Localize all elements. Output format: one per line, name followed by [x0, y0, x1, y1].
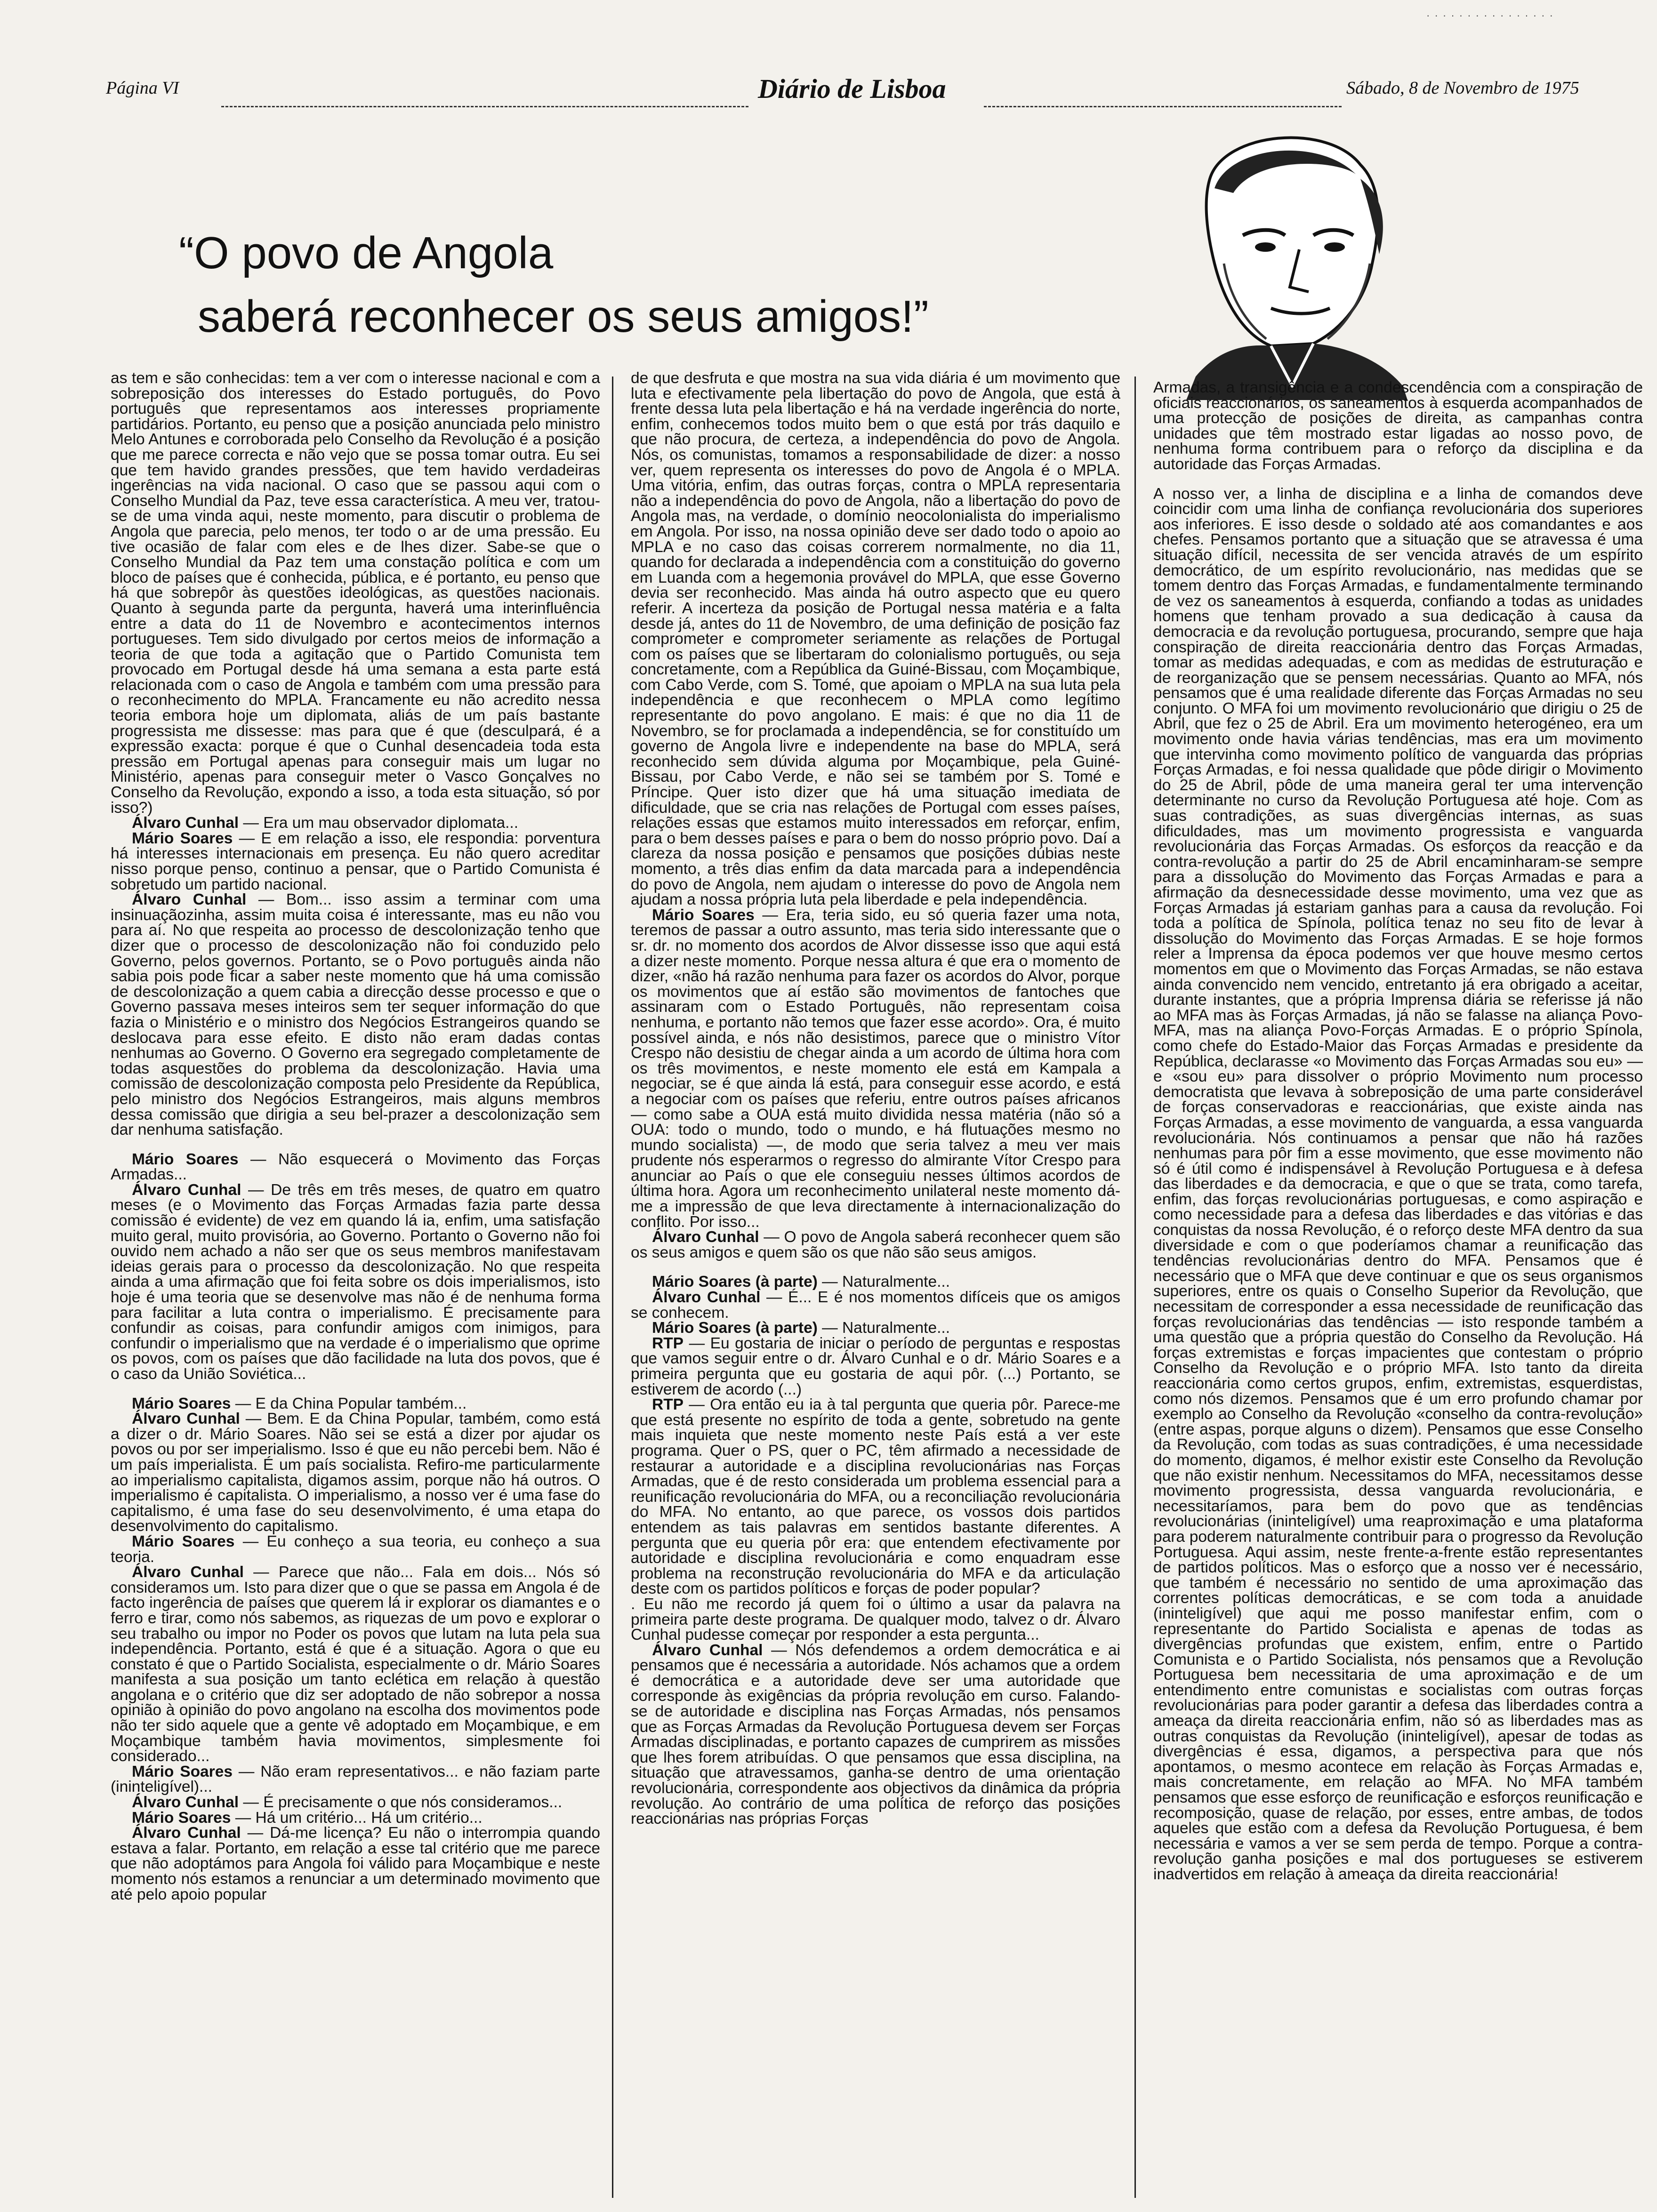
dialogue-paragraph — [631, 1643, 1120, 1827]
paragraph-text: — Eu gostaria de iniciar o período de perguntas e respostas que vamos seguir entre o dr. Álvaro Cunhal e o dr. Mário Soares e a primeira pergunta que eu gostaria de aqui pôr. (...) Portanto, se estiverem de acordo (...) — [631, 1334, 1120, 1398]
headline — [174, 221, 1116, 348]
dialogue-paragraph — [631, 1230, 1120, 1260]
dialogue-paragraph — [631, 1397, 1120, 1597]
dialogue-paragraph — [111, 1795, 600, 1811]
paragraph-text: — Eu conheço a sua teoria, eu conheço a sua teoria. — [111, 1532, 600, 1566]
paragraph-text: — É... E é nos momentos difíceis que os amigos se conhecem. — [631, 1289, 1120, 1322]
speaker-name: Álvaro Cunhal — [652, 1289, 761, 1306]
speaker-name: Álvaro Cunhal — [132, 814, 239, 832]
paragraph-text: — O povo de Angola saberá reconhecer quem são os seus amigos e quem são os que não são seus amigos. — [631, 1228, 1120, 1261]
paragraph-text: — Há um critério... Há um critério... — [231, 1809, 483, 1827]
body-paragraph — [631, 1597, 1120, 1643]
paragraph-text: — E em relação a isso, ele respondia: porventura há interesses internacionais em presença. Eu não quero acreditar nisso porque penso, continuo a pensar, que o Partido Comunista é sobretudo um partido nacional. — [111, 829, 600, 893]
dialogue-paragraph — [631, 1274, 1120, 1290]
speaker-name: Álvaro Cunhal — [652, 1228, 759, 1246]
paragraph-text: — Parece que não... Fala em dois... Nós só consideramos um. Isto para dizer que o que se passa em Angola é de facto ingerência de países que querem lá ir explorar os diamantes e o ferro e tirar, como nós sabemos, as riquezas de um povo e explorar o seu trabalho ou impor no Poder os povos que lutam na luta pela sua independência. Portanto, está é que é a situação. Agora o que eu constato é que o Partido Socialista, especialmente o dr. Mário Soares manifesta a sua posição um tanto eclética em relação à questão angolana e o critério que diz ser adoptado de não sobrepor a nossa opinião à opinião do povo angolano na escolha dos movimentos pode não ter sido aquele que a gente vê adoptado em Moçambique, e em Moçambique também havia movimentos, simplesmente foi considerado... — [111, 1563, 600, 1765]
paragraph-gap — [111, 1382, 600, 1396]
dialogue-paragraph — [111, 1565, 600, 1764]
paragraph-text: — Naturalmente... — [817, 1273, 950, 1291]
masthead-rule-right — [984, 106, 1342, 107]
issue-date: Sábado, 8 de Novembro de 1975 — [1346, 78, 1579, 98]
body-paragraph — [111, 371, 600, 816]
speaker-name: Álvaro Cunhal — [132, 1410, 240, 1428]
dialogue-paragraph — [111, 1764, 600, 1795]
speaker-name: Mário Soares — [132, 1150, 239, 1168]
paragraph-text: — É precisamente o que nós consideramos... — [239, 1794, 563, 1811]
speaker-name: Mário Soares — [132, 1395, 231, 1412]
paragraph-text: — Dá-me licença? Eu não o interrompia quando estava a falar. Portanto, em relação a esse tal critério que me parece que não adoptámos para Angola foi válido para Moçambique e neste momento nós estamos a renunciar a um determinado movimento que até pelo apoio popular — [111, 1824, 600, 1903]
speaker-name: Álvaro Cunhal — [132, 1824, 241, 1842]
paragraph-text: — Nós defendemos a ordem democrática e ai pensamos que é necessária a autoridade. Nós achamos que a ordem é democrática e a autoridade deve ser uma autoridade que corresponde às exigências da própria revolução em curso. Falando-se de autoridade e disciplina nas Forças Armadas, nós pensamos que as Forças Armadas da Revolução Portuguesa devem ser Forças Armadas disciplinadas, e portanto capazes de cumprirem as missões que lhes forem atribuídas. O que pensamos que essa disciplina, na situação que atravessamos, ganha-se dentro de uma orientação revolucionária, correspondente aos objectivos da dinâmica da própria revolução. Ao contrário de uma política de reforço das posições reaccionárias nas próprias Forças — [631, 1641, 1120, 1828]
paragraph-gap — [111, 1138, 600, 1152]
dialogue-paragraph — [111, 1411, 600, 1534]
paragraph-text: . Eu não me recordo já quem foi o último a usar da palavra na primeira parte deste programa. De qualquer modo, talvez o dr. Álvaro Cunhal pudesse começar por responder a esta pergunta... — [631, 1595, 1120, 1644]
paragraph-text: — Não esquecerá o Movimento das Forças Armadas... — [111, 1150, 600, 1184]
dialogue-paragraph — [111, 1396, 600, 1412]
paragraph-text: — Bom... isso assim a terminar com uma insinuaçãozinha, assim muita coisa é interessante, mas eu não vou para aí. No que respeita ao processo de descolonização tenho que dizer que o processo de descolonização não foi conduzido pelo Governo, pelos governos. Portanto, se o Povo português ainda não sabia pois pode ficar a saber neste momento que há uma comissão de descolonização a quem cabia a direcção desse processo e que o Governo passava meses inteiros sem ter sequer informação do que fazia o Ministério e o ministro dos Negócios Estrangeiros quando se deslocava para esse efeito. E disto não eram dadas contas nenhumas ao Governo. O Governo era segregado completamente de todas asquestões do problema da descolonização. Havia uma comissão de descolonização composta pelo Presidente da República, pelo ministro dos Negócios Estrangeiros, mais alguns membros dessa comissão que dirigia a seu bel-prazer a descolonização sem dar nenhuma satisfação. — [111, 891, 600, 1139]
body-paragraph — [631, 371, 1120, 908]
body-paragraph — [1153, 380, 1643, 473]
speaker-name: Mário Soares — [132, 1763, 233, 1780]
corner-note: · · · · · · · · · · · · · · · · — [1426, 9, 1554, 21]
speaker-name: Álvaro Cunhal — [132, 1181, 241, 1199]
dialogue-paragraph — [111, 831, 600, 892]
portrait-photo — [1116, 122, 1473, 400]
speaker-name: Álvaro Cunhal — [652, 1641, 763, 1659]
dialogue-paragraph — [631, 1290, 1120, 1321]
article-column-2 — [631, 371, 1120, 2192]
newspaper-name: Diário de Lisboa — [758, 73, 946, 104]
paragraph-gap — [1153, 473, 1643, 487]
paragraph-text: as tem e são conhecidas: tem a ver com o interesse nacional e com a sobreposição dos interesses do Estado português, do Povo português que representamos aos interesses propriamente partidários. Portanto, eu penso que a posição anunciada pelo ministro Melo Antunes e corroborada pelo Conselho da Revolução é a posição que me parece correcta e não vejo que se possa tomar outra. Eu sei que tem havido grandes pressões, que tem havido verdadeiras ingerências na vida nacional. O caso que se passou aqui com o Conselho Mundial da Paz, teve essa característica. A meu ver, tratou-se de uma vinda aqui, neste momento, para discutir o problema de Angola que parecia, pelo menos, ter todo o ar de uma pressão. Eu tive ocasião de falar com eles e de lhes dizer. Sabe-se que o Conselho Mundial da Paz tem uma constação política e com um bloco de países que é conhecida, pública, e é portanto, eu penso que há que sobrepôr às questões ideológicas, as questões nacionais. Quanto à segunda parte da pergunta, haverá uma interinfluência entre a data do 11 de Novembro e acontecimentos internos portugueses. Tem sido divulgado por certos meios de informação a teoria de que toda a agitação que o Partido Comunista tem provocado em Portugal desde há uma semana a esta parte está relacionada com o caso de Angola e também com uma pressão para o reconhecimento do MPLA. Francamente eu não acredito nessa teoria embora hoje um diplomata, aliás de um país bastante progressista me dissesse: mas para que é que (desculpará, é a expressão exacta: porque é que o Cunhal desencadeia toda esta pressão em Portugal apenas para conseguir mais um lugar no Ministério, apenas para conseguir meter o Vasco Gonçalves no Conselho da Revolução, expondo a isso, a toda esta situação, só por isso?) — [111, 371, 600, 817]
speaker-name: Mário Soares (à parte) — [652, 1319, 818, 1337]
page-label: Página VI — [106, 78, 179, 98]
paragraph-text: — Era um mau observador diplomata... — [239, 814, 519, 832]
dialogue-paragraph — [111, 1183, 600, 1382]
dialogue-paragraph — [631, 1336, 1120, 1397]
paragraph-text: — Naturalmente... — [817, 1319, 950, 1337]
dialogue-paragraph — [111, 1152, 600, 1183]
paragraph-text: — Era, teria sido, eu só queria fazer uma nota, teremos de passar a outro assunto, mas teria sido interessante que o sr. dr. no momento dos acordos de Alvor dissesse isso que aqui está a dizer neste momento. Porque nessa altura é que era o momento de dizer, «não há razão nenhuma para fazer os acordos do Alvor, porque os movimentos que aí estão são movimentos de fantoches que assinaram com o Estado Português, não representam coisa nenhuma, e portanto não temos que fazer esse acordo». Ora, é muito possível ainda, e nós não desistimos, parece que o ministro Vítor Crespo não desistiu de chegar ainda a um acordo de última hora com os três movimentos, e neste momento ele está em Kampala a negociar, se é que ainda lá está, para conseguir esse acordo, e está a negociar com os países que referiu, entre outros países africanos — como sabe a OUA está muito dividida nessa matéria (não só a OUA: todo o mundo, todo o mundo, e há flutuações mesmo no mundo socialista) —, de modo que seria talvez a meu ver mais prudente nós esperarmos o regresso do almirante Vítor Crespo para anunciar ao País o que ele conseguiu nesses últimos acordos de última hora. Agora um reconhecimento unilateral neste momento dá-me a impressão de que leva directamente à internacionalização do conflito. Por isso... — [631, 906, 1120, 1231]
column-rule-1 — [612, 377, 613, 2198]
dialogue-paragraph — [631, 908, 1120, 1230]
paragraph-gap — [631, 1260, 1120, 1274]
speaker-name: Mário Soares — [132, 1532, 235, 1550]
speaker-name: RTP — [652, 1334, 684, 1352]
paragraph-text: Armadas, a transigência e a condescendência com a conspiração de oficiais reaccionários, os saneamentos à esquerda acompanhados de uma protecção de posições de direita, as campanhas contra unidades que têm mostrado estar ligadas ao nosso povo, de nenhuma forma contribuem para o reforço da disciplina e da autoridade das Forças Armadas. — [1153, 380, 1643, 473]
dialogue-paragraph — [111, 1534, 600, 1565]
speaker-name: RTP — [652, 1396, 684, 1414]
speaker-name: Mário Soares — [652, 906, 755, 924]
dialogue-paragraph — [111, 1826, 600, 1902]
speaker-name: Mário Soares — [132, 829, 233, 847]
article-column-3 — [1153, 380, 1643, 2192]
article-column-1 — [111, 371, 600, 2192]
paragraph-text: — Ora então eu ia à tal pergunta que queria pôr. Parece-me que está presente no espírito de toda a gente, sobretudo na gente mais inquieta que neste momento neste País está a ver este programa. Quer o PS, quer o PC, têm afirmado a necessidade de restaurar a autoridade e a disciplina revolucionárias nas Forças Armadas, que é de resto considerada um problema essencial para a reunificação revolucionária do MFA, ou a reconciliação revolucionária do MFA. No entanto, ao que parece, os vossos dois partidos entendem as tais palavras em sentidos bastante diferentes. A pergunta que eu queria pôr era: que entendem efectivamente por autoridade e disciplina revolucionária e como enquadram esse problema na reconstrução revolucionária do MFA e da articulação deste com os partidos políticos e forças de poder popular? — [631, 1396, 1120, 1598]
paragraph-text: — Não eram representativos... e não faziam parte (ininteligível)... — [111, 1763, 600, 1796]
paragraph-text: — Bem. E da China Popular, também, como está a dizer o dr. Mário Soares. Não sei se está a dizer por ajudar os povos ou por ser imperialismo. Isso é que eu não percebi bem. Não é um país imperialista. É um país socialista. Refiro-me particularmente ao imperialismo capitalista, digamos assim, porque não há outros. O imperialismo é capitalista. O imperialismo, a nosso ver é uma fase do capitalismo, é uma fase do seu desenvolvimento, é uma etapa do desenvolvimento do capitalismo. — [111, 1410, 600, 1535]
paragraph-text: A nosso ver, a linha de disciplina e a linha de comandos deve coincidir com uma linha de confiança revolucionária dos superiores aos inferiores. E isso desde o soldado até aos comandantes e aos chefes. Pensamos portanto que a situação que se atravessa é uma situação difícil, necessita de ser vencida através de um espírito democrático, de um espírito revolucionário, nas medidas que se tomem dentro das Forças Armadas, e fundamentalmente terminando de vez os saneamentos à esquerda, confiando a todas as unidades homens que tenham provado a sua dedicação à causa da democracia e da revolução portuguesa, procurando, sempre que haja conspiração de direita reaccionária dentro das Forças Armadas, tomar as medidas adequadas, e com as medidas de estruturação e de reorganização que se pensem necessárias. Quanto ao MFA, nós pensamos que é uma realidade diferente das Forças Armadas no seu conjunto. O MFA foi um movimento revolucionário que dirigiu o 25 de Abril, que fez o 25 de Abril. Era um movimento heterogéneo, era um movimento onde havia várias tendências, mas era um movimento que intervinha como movimento político de vanguarda das próprias Forças Armadas, e foi nessa qualidade que pôde dirigir o Movimento do 25 de Abril, pôde de uma maneira geral ter uma intervenção determinante no curso da Revolução Portuguesa até hoje. Com as suas contradições, as suas divergências internas, as suas dificuldades, mas um movimento progressista e vanguarda revolucionária das Forças Armadas. Os esforços da reacção e da contra-revolução a partir do 25 de Abril encaminharam-se sempre para a dissolução do Movimento das Forças Armadas e para a afirmação da desnecessidade desse movimento, uma vez que as Forças Armadas já estariam ganhas para a causa da revolução. Foi toda a política de Spínola, política tenaz no seu fito de levar à dissolução do Movimento das Forças Armadas. E se hoje formos reler a Imprensa da época podemos ver que houve mesmo certos momentos em que o Movimento das Forças Armadas, se não estava ainda convencido nem vencido, entretanto já era obrigado a aceitar, durante instantes, que a própria Imprensa diária se referisse já não ao MFA mas às Forças Armadas, já não se falasse na aliança Povo-MFA, mas na aliança Povo-Forças Armadas. E o próprio Spínola, como chefe do Estado-Maior das Forças Armadas e presidente da República, declarasse «o Movimento das Forças Armadas sou eu» — e «sou eu» para dissolver o próprio Movimento num processo democratista que levava à sobreposição de uma parte considerável de forças conservadoras e reaccionárias, que existe ainda nas Forças Armadas, a esse movimento de vanguarda, a essa vanguarda revolucionária. Nós continuamos a pensar que não há razões nenhumas para pôr fim a esse movimento, que esse movimento não só é útil como é indispensável à Revolução Portuguesa e à defesa das liberdades e da democracia, e que o que se trata, como tarefa, enfim, das forças revolucionárias portuguesas, e como aspiração e como necessidade para a defesa das liberdades e das vitórias e das conquistas da nossa Revolução, é o reforço deste MFA dentro da sua diversidade e com o que poderíamos chamar a reunificação das tendências revolucionárias dentro do MFA. Pensamos que é necessário que o MFA que deve continuar e que os seus organismos superiores, entre os quais o Conselho Superior da Revolução, que necessitam de corresponder a essa necessidade de reunificação das forças revolucionárias das tendências — isto responde também a uma questão que a própria questão do Conselho da Revolução. Há forças extremistas e forças impacientes que contestam o próprio Conselho da Revolução e o próprio MFA. Isto tanto da direita reaccionária como certos grupos, enfim, extremistas, esquerdistas, como nós dizemos. Pensamos que é um erro profundo chamar por exemplo ao Conselho da Revolução «conselho da contra-revolução» (entre aspas, porque alguns o dizem). Pensamos que esse Conselho da Revolução, com todas as suas contradições, é uma necessidade do momento, digamos, é melhor existir este Conselho da Revolução que não existir nenhum. Necessitamos do MFA, necessitamos desse movimento progressista, dessa vanguarda revolucionária, e necessitaríamos, para bem do povo que as tendências revolucionárias (ininteligível) uma reaproximação e uma plataforma para poderem naturalmente contribuir para o progresso da Revolução Portuguesa. Aqui assim, neste frente-a-frente estão representantes de partidos políticos. Mas o esforço que a nosso ver é necessário, que também é necessário no sentido de uma aproximação das correntes políticas democráticas, e se com toda a anuidade (ininteligível) que aqui me posso manifestar enfim, com o representante do Partido Socialista e apenas de todas as divergências profundas que existem, enfim, entre o Partido Comunista e o Partido Socialista, nós pensamos que a Revolução Portuguesa bem necessitaria de uma aproximação e de um entendimento entre comunistas e socialistas com outras forças revolucionárias para poder garantir a defesa das liberdades contra a ameaça da direita reaccionária enfim, não só as liberdades mas as outras conquistas da Revolução (ininteligível), apesar de todas as divergências é essa, digamos, a perspectiva para que nós apontamos, o mesmo acontece em relação às Forças Armadas e, mais concretamente, em relação ao MFA. No MFA também pensamos que esse esforço de reunificação e esforços reunificação e recomposição, quase de relação, por esses, entre ambas, de todos aqueles que estão com a defesa da Revolução Portuguesa, é bem necessária e vamos a ver se sem perda de tempo. Porque a contra-revolução ganha posições e mal dos portugueses se estiverem inadvertidos em relação à ameaça da direita reaccionária! — [1153, 485, 1643, 1883]
speaker-name: Álvaro Cunhal — [132, 1563, 244, 1581]
dialogue-paragraph — [111, 892, 600, 1138]
dialogue-paragraph — [631, 1321, 1120, 1336]
speaker-name: Mário Soares — [132, 1809, 231, 1827]
masthead-rule-left — [221, 106, 748, 107]
speaker-name: Álvaro Cunhal — [132, 1794, 239, 1811]
headline-line-2: saberá reconhecer os seus amigos!” — [198, 291, 929, 342]
paragraph-text: — E da China Popular também... — [231, 1395, 467, 1412]
speaker-name: Mário Soares (à parte) — [652, 1273, 818, 1291]
masthead — [0, 0, 1657, 108]
paragraph-text: — De três em três meses, de quatro em quatro meses (e o Movimento das Forças Armadas fazia parte dessa comissão é evidente) de vez em quando lá ia, enfim, uma satisfação muito geral, muito provisória, ao Governo. Portanto o Governo não foi ouvido nem achado a não ser que os seus membros manifestavam ideias gerais para o processo da descolonização. No que respeita ainda a uma afirmação que foi feita sobre os dois imperialismos, isto hoje é uma teoria que se desenvolve mas não é de nenhuma forma para facilitar a luta contra o imperialismo. É precisamente para confundir as coisas, para confundir amigos com inimigos, para confundir o imperialismo que na verdade é o imperialismo que oprime os povos, com os países que dão facilidade na luta dos povos, que é o caso da União Soviética... — [111, 1181, 600, 1383]
dialogue-paragraph — [111, 816, 600, 831]
column-rule-2 — [1134, 377, 1136, 2198]
speaker-name: Álvaro Cunhal — [132, 891, 247, 909]
paragraph-text: de que desfruta e que mostra na sua vida diária é um movimento que luta e efectivamente pela libertação do povo de Angola, que está à frente dessa luta pela libertação e há na verdade ingerência do norte, enfim, conhecemos todos muito bem o que está por trás daquilo e que não procura, de certeza, a independência do povo de Angola. Nós, os comunistas, tomamos a responsabilidade de dizer: a nosso ver, quem representa os interesses do povo de Angola é o MPLA. Uma vitória, enfim, das outras forças, contra o MPLA representaria não a independência do povo de Angola, não a libertação do povo de Angola mas, na verdade, o domínio neocolonialista do imperialismo em Angola. Por isso, na nossa opinião deve ser dado todo o apoio ao MPLA e no caso das coisas correrem normalmente, no dia 11, quando for declarada a independência com a constituição do governo em Luanda com a hegemonia provável do MPLA, que esse Governo devia ser reconhecido. Mas ainda há outro aspecto que eu quero referir. A incerteza da posição de Portugal nessa matéria e a falta desde já, antes do 11 de Novembro, de uma definição de posição faz comprometer e comprometer seriamente as relações de Portugal com os países que se libertaram do colonialismo português, ou seja concretamente, com a República da Guiné-Bissau, com Moçambique, com Cabo Verde, com S. Tomé, que apoiam o MPLA na sua luta pela independência e que reconhecem o MPLA como legítimo representante do povo angolano. E mais: é que no dia 11 de Novembro, se for proclamada a independência, se for constituído um governo de Angola livre e independente na base do MPLA, será reconhecido sem dúvida alguma por Moçambique, pela Guiné-Bissau, por Cabo Verde, e não sei se também por S. Tomé e Príncipe. Quer isto dizer que há uma situação imediata de dificuldade, que se cria nas relações de Portugal com esses países, relações essas que estamos muito interessados em reforçar, enfim, para o bem desses países e para o bem do nosso próprio povo. Daí a clareza da nossa posição e pensamos que posições dúbias neste momento, a três dias enfim da data marcada para a independência do povo de Angola, nem ajudam o interesse do povo de Angola nem ajudam a nossa própria luta pela liberdade e pela independência. — [631, 371, 1120, 909]
headline-line-1: “O povo de Angola — [179, 228, 554, 278]
body-paragraph — [1153, 487, 1643, 1883]
dialogue-paragraph — [111, 1811, 600, 1826]
